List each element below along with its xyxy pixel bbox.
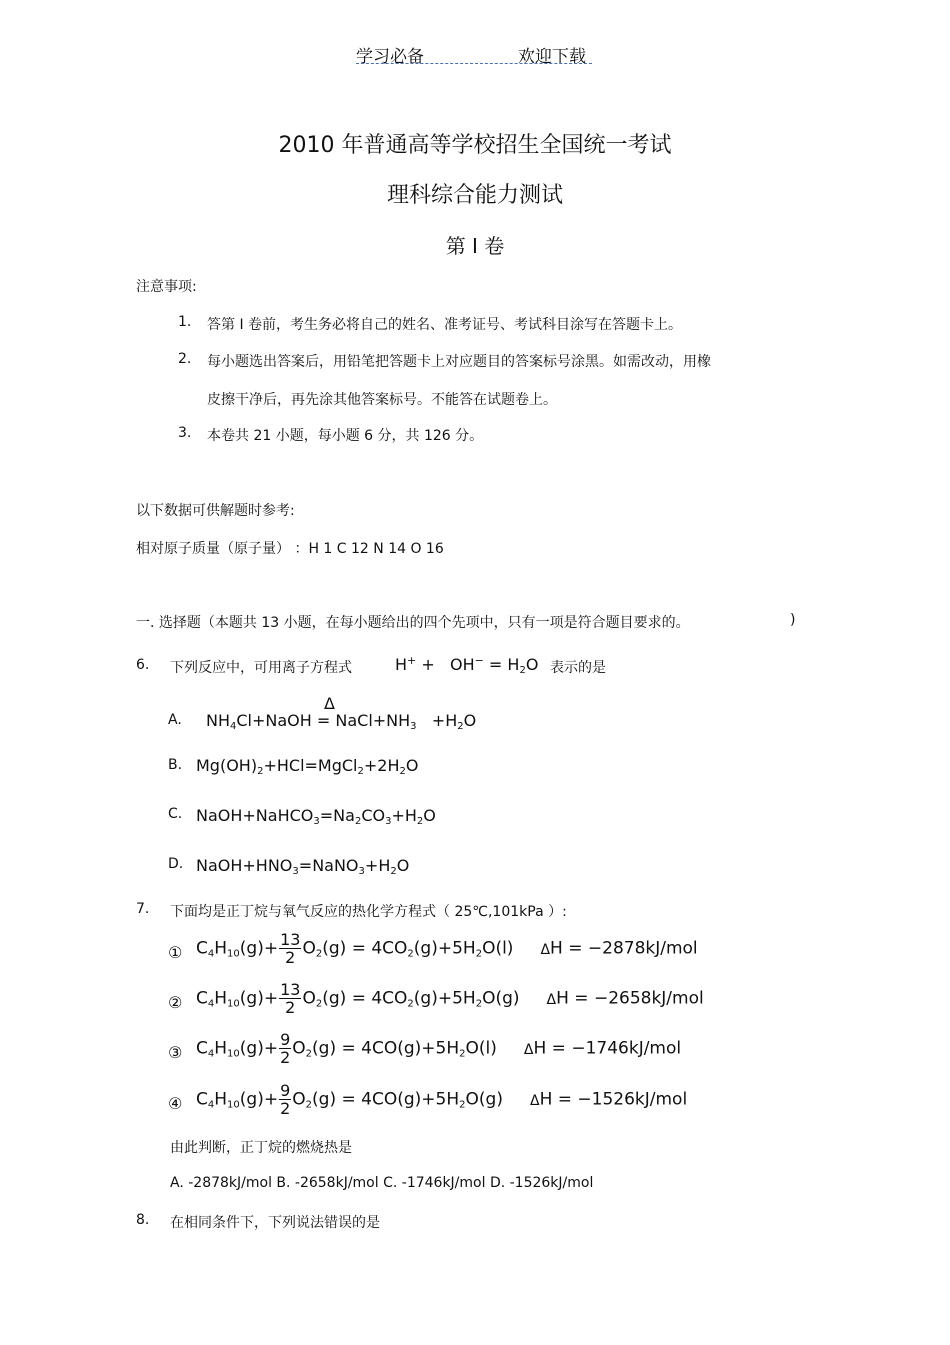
eq-4: $C_4H_{10}(g)+$ $\frac{9}{2}$ $O_2(g) = 4CO(g)+5H_2O(g)$ ΔH = −1526kJ/mol <box>196 1081 688 1118</box>
header-left: 学习必备 <box>356 47 424 67</box>
q7-choices: A. -2878kJ/mol B. -2658kJ/mol C. -1746kJ/mol D. -1526kJ/mol <box>170 1175 594 1191</box>
eq-3-frac-den: 2 <box>280 1048 291 1067</box>
eq-3: $C_4H_{10}(g)+$ $\frac{9}{2}$ $O_2(g) = 4CO(g)+5H_2O(l)$ ΔH = −1746kJ/mol <box>196 1030 682 1067</box>
eq-4-mark: ④ <box>168 1094 183 1113</box>
eq-2: $C_4H_{10}(g)+$ $\frac{13}{2}$ $O_2(g) = 4CO_2(g)+5H_2O(g)$ ΔH = −2658kJ/mol <box>196 980 704 1017</box>
exam-subtitle: 理科综合能力测试 <box>386 183 563 208</box>
notice-heading: 注意事项: <box>136 279 197 295</box>
delta-icon: Δ <box>529 1092 540 1109</box>
q7-number: 7. <box>136 901 150 917</box>
section-close: ) <box>790 612 796 628</box>
eq-1-frac-num: 13 <box>280 930 301 949</box>
notice-item-2-cont: 皮擦干净后，再先涂其他答案标号。不能答在试题卷上。 <box>207 392 557 408</box>
q8-stem: 在相同条件下，下列说法错误的是 <box>170 1215 380 1231</box>
q8-number: 8. <box>136 1212 150 1228</box>
notice-num-2: 2. <box>178 351 192 367</box>
eq-2-enthalpy: H = −2658kJ/mol <box>556 988 704 1009</box>
header-right: 欢迎下载 <box>518 47 586 67</box>
q6-stem: 下列反应中，可用离子方程式 <box>170 660 352 676</box>
notice-item-2: 每小题选出答案后，用铅笔把答题卡上对应题目的答案标号涂黑。如需改动，用橡 <box>207 354 711 370</box>
eq-2-frac-den: 2 <box>285 998 296 1017</box>
heat-delta-icon: Δ <box>324 694 335 713</box>
atomic-masses: 相对原子质量（原子量） ：H 1 C 12 N 14 O 16 <box>136 541 444 557</box>
q6-option-a-label: A. <box>168 712 182 728</box>
q6-option-a: $NH_4Cl+NaOH$ = $NaCl+NH_3 +H_2O$ <box>206 711 477 732</box>
q7-conclusion: 由此判断，正丁烷的燃烧热是 <box>170 1140 352 1156</box>
delta-icon: Δ <box>546 991 557 1008</box>
q6-stem-end: 表示的是 <box>550 660 606 676</box>
eq-4-frac-num: 9 <box>280 1081 291 1100</box>
q6-number: 6. <box>136 657 150 673</box>
delta-icon: Δ <box>540 941 551 958</box>
notice-num-3: 3. <box>178 425 192 441</box>
q6-option-c-label: C. <box>168 806 183 822</box>
q7-stem: 下面均是正丁烷与氧气反应的热化学方程式（ 25℃,101kPa ）: <box>170 904 567 920</box>
eq-2-frac-num: 13 <box>280 980 301 999</box>
q6-option-c: $NaOH+NaHCO_3=Na_2CO_3+H_2O$ <box>196 806 436 827</box>
notice-item-1: 答第 I 卷前，考生务必将自己的姓名、准考证号、考试科目涂写在答题卡上。 <box>207 317 683 333</box>
q6-ion-equation: $H^+ + OH^- = H_2O$ <box>395 654 539 676</box>
section-heading: 一. 选择题（本题共 13 小题，在每小题给出的四个先项中，只有一项是符合题目要求的。 <box>136 615 690 631</box>
volume-title: 第 I 卷 <box>445 234 505 258</box>
exam-title: 2010 年普通高等学校招生全国统一考试 <box>278 133 672 158</box>
eq-1: $C_4H_{10}(g)+$ $\frac{13}{2}$ $O_2(g) = 4CO_2(g)+5H_2O(l)$ ΔH = −2878kJ/mol <box>196 930 698 967</box>
eq-3-enthalpy: H = −1746kJ/mol <box>533 1038 682 1059</box>
eq-4-enthalpy: H = −1526kJ/mol <box>539 1089 688 1110</box>
eq-1-enthalpy: H = −2878kJ/mol <box>550 938 698 959</box>
eq-2-mark: ② <box>168 993 183 1012</box>
eq-3-frac-num: 9 <box>280 1030 291 1049</box>
reference-heading: 以下数据可供解题时参考: <box>136 503 295 519</box>
eq-1-frac-den: 2 <box>285 948 296 967</box>
eq-1-mark: ① <box>168 943 183 962</box>
delta-icon: Δ <box>523 1041 534 1058</box>
notice-num-1: 1. <box>178 314 192 330</box>
notice-item-3: 本卷共 21 小题，每小题 6 分，共 126 分。 <box>207 428 484 444</box>
q6-option-d-label: D. <box>168 856 184 872</box>
q6-option-b: $Mg(OH)_2+HCl=MgCl_2+2H_2O$ <box>196 756 419 777</box>
q6-option-d: $NaOH+HNO_3=NaNO_3+H_2O$ <box>196 856 410 877</box>
header-divider <box>356 63 592 64</box>
eq-3-mark: ③ <box>168 1043 183 1062</box>
eq-4-frac-den: 2 <box>280 1099 291 1118</box>
q6-option-b-label: B. <box>168 757 183 773</box>
